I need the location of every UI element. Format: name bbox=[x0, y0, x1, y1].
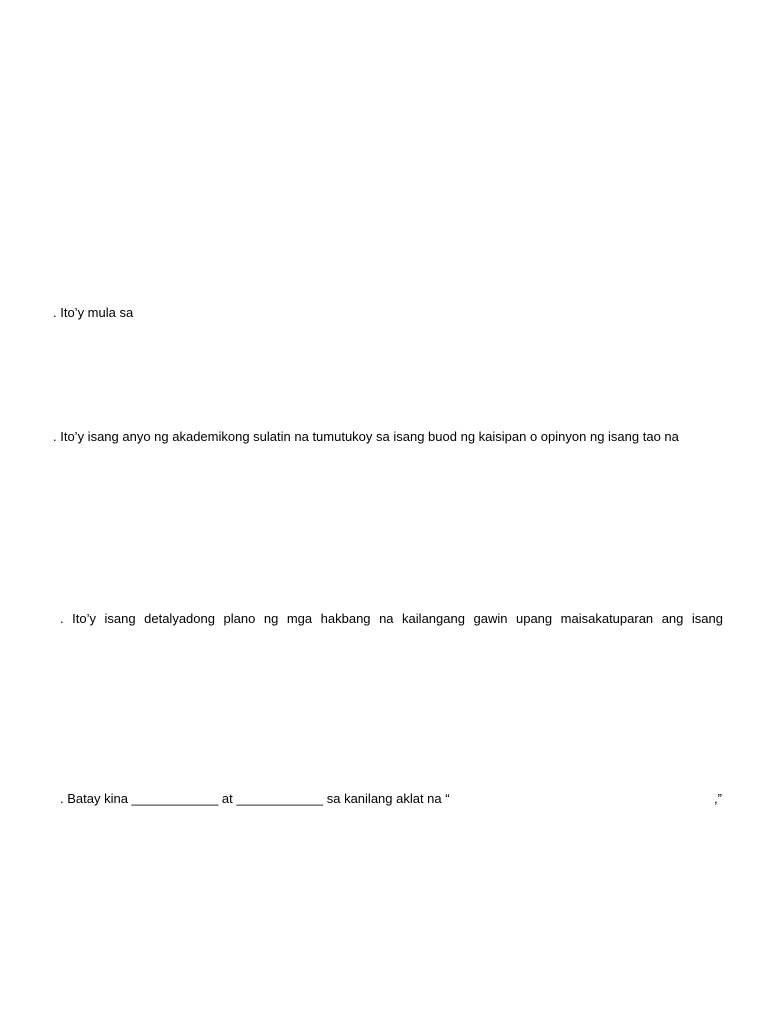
text-line-akademikong-sulatin: . Ito’y isang anyo ng akademikong sulatin na tumutukoy sa isang buod ng kaisipan o opinyon ng isang tao na bbox=[53, 429, 679, 444]
text-line-detalyadong-plano: . Ito’y isang detalyadong plano ng mga hakbang na kailangang gawin upang maisakatuparan ang isang bbox=[60, 611, 723, 626]
closing-quote-mark: ,” bbox=[714, 791, 722, 806]
text-line-batay-kina: . Batay kina ____________ at ____________ sa kanilang aklat na “ bbox=[60, 791, 450, 806]
text-line-ito-mula-sa: . Ito’y mula sa bbox=[53, 305, 134, 320]
